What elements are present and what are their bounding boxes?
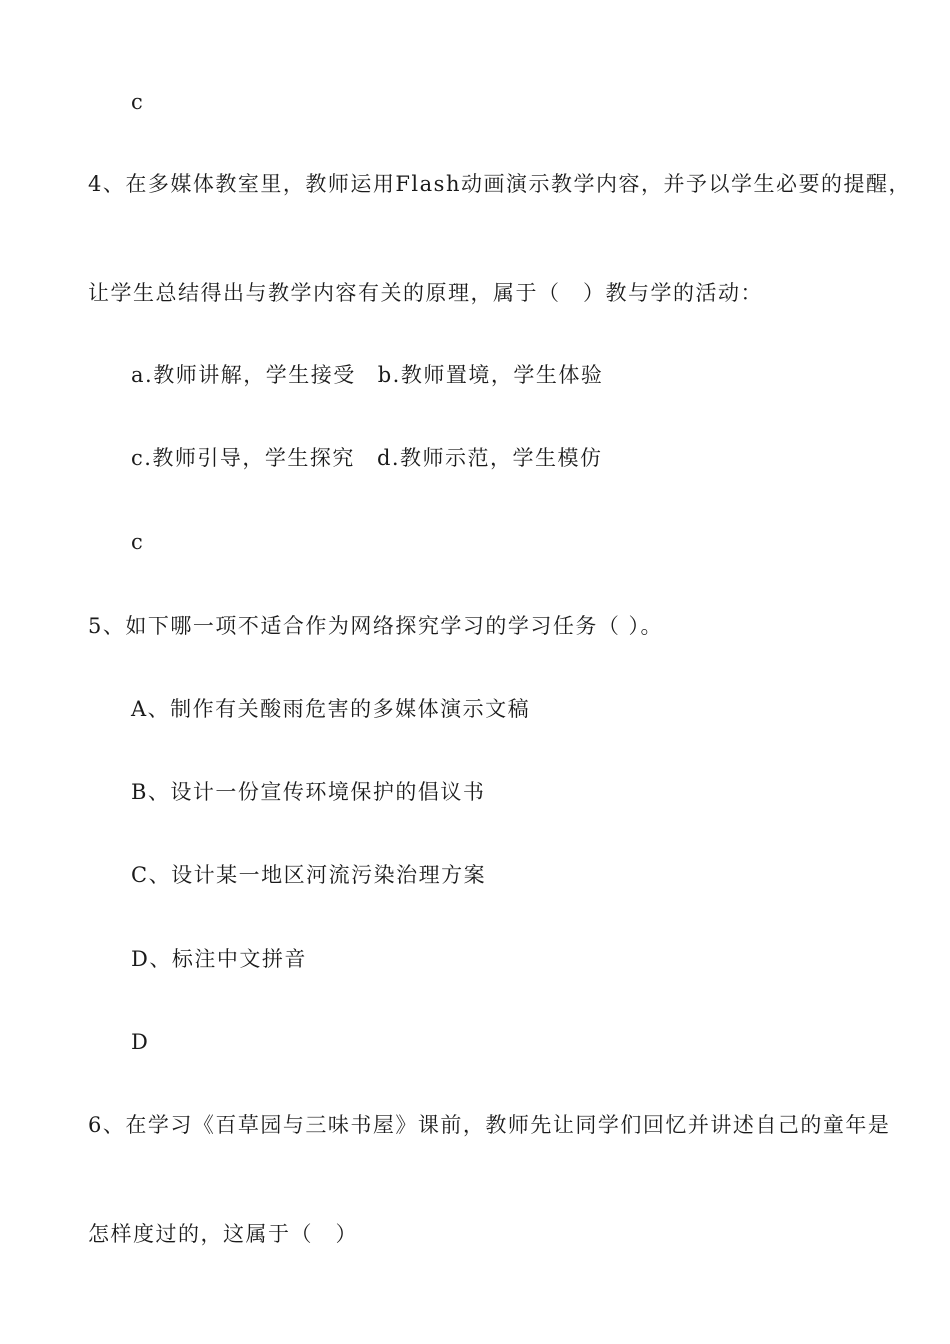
option-a: a.教师讲解，学生接受 bbox=[131, 363, 356, 387]
question-4-line-2: 让学生总结得出与教学内容有关的原理，属于（ ）教与学的活动： bbox=[88, 281, 763, 305]
answer-q3: c bbox=[131, 90, 145, 114]
question-4-line-1: 4、在多媒体教室里，教师运用Flash动画演示教学内容，并予以学生必要的提醒， bbox=[88, 172, 911, 196]
option-c: c.教师引导，学生探究 bbox=[131, 446, 355, 470]
question-4-options-row-1 bbox=[131, 361, 603, 389]
option-d: d.教师示范，学生模仿 bbox=[376, 446, 603, 470]
question-6-line-1: 6、在学习《百草园与三味书屋》课前，教师先让同学们回忆并讲述自己的童年是 bbox=[88, 1113, 891, 1137]
question-5-option-b: B、设计一份宣传环境保护的倡议书 bbox=[131, 780, 486, 804]
answer-q4: c bbox=[131, 530, 145, 554]
question-6-line-2: 怎样度过的，这属于（ ） bbox=[88, 1222, 358, 1246]
question-5-option-a: A、制作有关酸雨危害的多媒体演示文稿 bbox=[131, 697, 531, 721]
question-4-options-row-2 bbox=[131, 444, 603, 472]
question-5-option-d: D、标注中文拼音 bbox=[131, 947, 307, 971]
question-5-option-c: C、设计某一地区河流污染治理方案 bbox=[131, 863, 487, 887]
option-b: b.教师置境，学生体验 bbox=[377, 363, 604, 387]
answer-q5: D bbox=[131, 1030, 150, 1054]
question-5: 5、如下哪一项不适合作为网络探究学习的学习任务（ ）。 bbox=[88, 614, 664, 638]
